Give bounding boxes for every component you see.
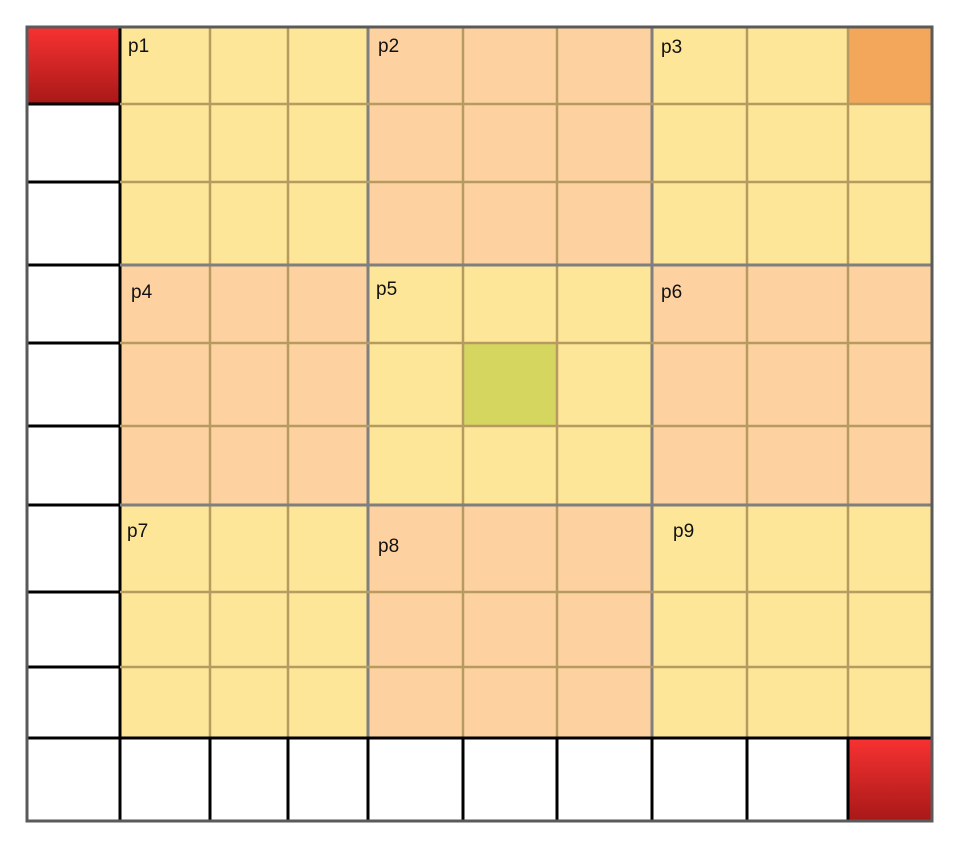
grid-cell-r6-c1: [120, 505, 210, 592]
grid-cell-r9-c1: [120, 738, 210, 821]
block-label-p5: p5: [376, 279, 398, 300]
grid-cell-r1-c9: [848, 104, 932, 182]
grid-cell-r8-c4: [368, 667, 463, 738]
grid-cell-r8-c8: [747, 667, 848, 738]
grid-cell-r0-c2: [210, 27, 288, 104]
block-label-p9: p9: [673, 521, 695, 542]
block-label-p6: p6: [661, 282, 683, 303]
grid-cell-r6-c0: [27, 505, 120, 592]
grid-cell-r0-c5: [463, 27, 557, 104]
grid-cell-r0-c6: [557, 27, 652, 104]
grid-cell-r3-c8: [747, 265, 848, 343]
grid-cell-r3-c9: [848, 265, 932, 343]
grid-cell-r8-c6: [557, 667, 652, 738]
grid-cell-r8-c0: [27, 667, 120, 738]
grid-cell-r5-c0: [27, 426, 120, 505]
grid-cell-r3-c3: [288, 265, 368, 343]
grid-cell-r4-c3: [288, 343, 368, 426]
grid-cell-r7-c4: [368, 592, 463, 667]
grid-cell-r3-c6: [557, 265, 652, 343]
grid-cell-r5-c9: [848, 426, 932, 505]
grid-cell-r5-c8: [747, 426, 848, 505]
grid-cell-r7-c0: [27, 592, 120, 667]
grid-cell-r5-c2: [210, 426, 288, 505]
corner-cell-top-left: [27, 27, 120, 104]
grid-cell-r8-c5: [463, 667, 557, 738]
grid-cell-r9-c6: [557, 738, 652, 821]
grid-cell-r9-c4: [368, 738, 463, 821]
grid-cell-r1-c0: [27, 104, 120, 182]
grid-cell-r7-c5: [463, 592, 557, 667]
grid-cell-r9-c2: [210, 738, 288, 821]
grid-cell-r3-c4: [368, 265, 463, 343]
grid-cell-r6-c6: [557, 505, 652, 592]
grid-cell-r2-c1: [120, 182, 210, 265]
grid-cell-r4-c6: [557, 343, 652, 426]
grid-cell-r9-c7: [652, 738, 747, 821]
block-label-p2: p2: [378, 36, 400, 57]
block-label-p8: p8: [378, 536, 400, 557]
grid-cell-r2-c5: [463, 182, 557, 265]
grid-cell-r1-c4: [368, 104, 463, 182]
grid-cell-r3-c5: [463, 265, 557, 343]
grid-cell-r2-c2: [210, 182, 288, 265]
grid-cell-r0-c8: [747, 27, 848, 104]
grid-cell-r1-c8: [747, 104, 848, 182]
block-label-p1: p1: [128, 36, 150, 57]
block-label-p4: p4: [131, 282, 153, 303]
grid-cell-r4-c2: [210, 343, 288, 426]
grid-cell-r1-c7: [652, 104, 747, 182]
grid-cell-r5-c7: [652, 426, 747, 505]
grid-cell-r4-c9: [848, 343, 932, 426]
block-label-p7: p7: [127, 521, 149, 542]
grid-cell-r1-c3: [288, 104, 368, 182]
grid-cell-r1-c2: [210, 104, 288, 182]
grid-cell-r7-c6: [557, 592, 652, 667]
grid-cell-r8-c3: [288, 667, 368, 738]
grid-cell-r5-c3: [288, 426, 368, 505]
center-cell: [463, 343, 557, 426]
grid-cell-r4-c4: [368, 343, 463, 426]
grid-cell-r5-c4: [368, 426, 463, 505]
grid-cell-r2-c8: [747, 182, 848, 265]
grid-cell-r9-c3: [288, 738, 368, 821]
grid-cell-r3-c7: [652, 265, 747, 343]
grid-cell-r1-c5: [463, 104, 557, 182]
grid-cell-r6-c2: [210, 505, 288, 592]
grid-cell-r6-c5: [463, 505, 557, 592]
grid-cell-r7-c3: [288, 592, 368, 667]
grid-cell-r4-c8: [747, 343, 848, 426]
grid-cell-r5-c1: [120, 426, 210, 505]
grid-cell-r0-c3: [288, 27, 368, 104]
grid-cell-r6-c8: [747, 505, 848, 592]
grid-cell-r8-c1: [120, 667, 210, 738]
block-label-p3: p3: [661, 37, 683, 58]
grid-cell-r6-c3: [288, 505, 368, 592]
grid-cell-r7-c1: [120, 592, 210, 667]
grid-cell-r5-c6: [557, 426, 652, 505]
grid-cells: [27, 27, 932, 821]
grid-cell-r3-c2: [210, 265, 288, 343]
grid-cell-r2-c6: [557, 182, 652, 265]
grid-cell-r2-c7: [652, 182, 747, 265]
grid-cell-r3-c0: [27, 265, 120, 343]
grid-cell-r4-c1: [120, 343, 210, 426]
grid-cell-r7-c9: [848, 592, 932, 667]
grid-cell-r2-c3: [288, 182, 368, 265]
grid-cell-r7-c7: [652, 592, 747, 667]
grid-cell-r3-c1: [120, 265, 210, 343]
grid-cell-r6-c9: [848, 505, 932, 592]
grid-cell-r4-c7: [652, 343, 747, 426]
grid-cell-r6-c7: [652, 505, 747, 592]
corner-cell-bottom-right: [848, 738, 932, 821]
grid-cell-r1-c6: [557, 104, 652, 182]
grid-cell-r8-c7: [652, 667, 747, 738]
grid-cell-r7-c2: [210, 592, 288, 667]
grid-cell-r8-c2: [210, 667, 288, 738]
grid-cell-r5-c5: [463, 426, 557, 505]
grid-cell-r1-c1: [120, 104, 210, 182]
grid-cell-r2-c4: [368, 182, 463, 265]
grid-cell-r7-c8: [747, 592, 848, 667]
grid-cell-r8-c9: [848, 667, 932, 738]
grid-cell-r2-c0: [27, 182, 120, 265]
grid-cell-r9-c0: [27, 738, 120, 821]
corner-cell-p3: [848, 27, 932, 104]
grid-cell-r9-c8: [747, 738, 848, 821]
grid-cell-r2-c9: [848, 182, 932, 265]
grid-cell-r9-c5: [463, 738, 557, 821]
grid-cell-r4-c0: [27, 343, 120, 426]
